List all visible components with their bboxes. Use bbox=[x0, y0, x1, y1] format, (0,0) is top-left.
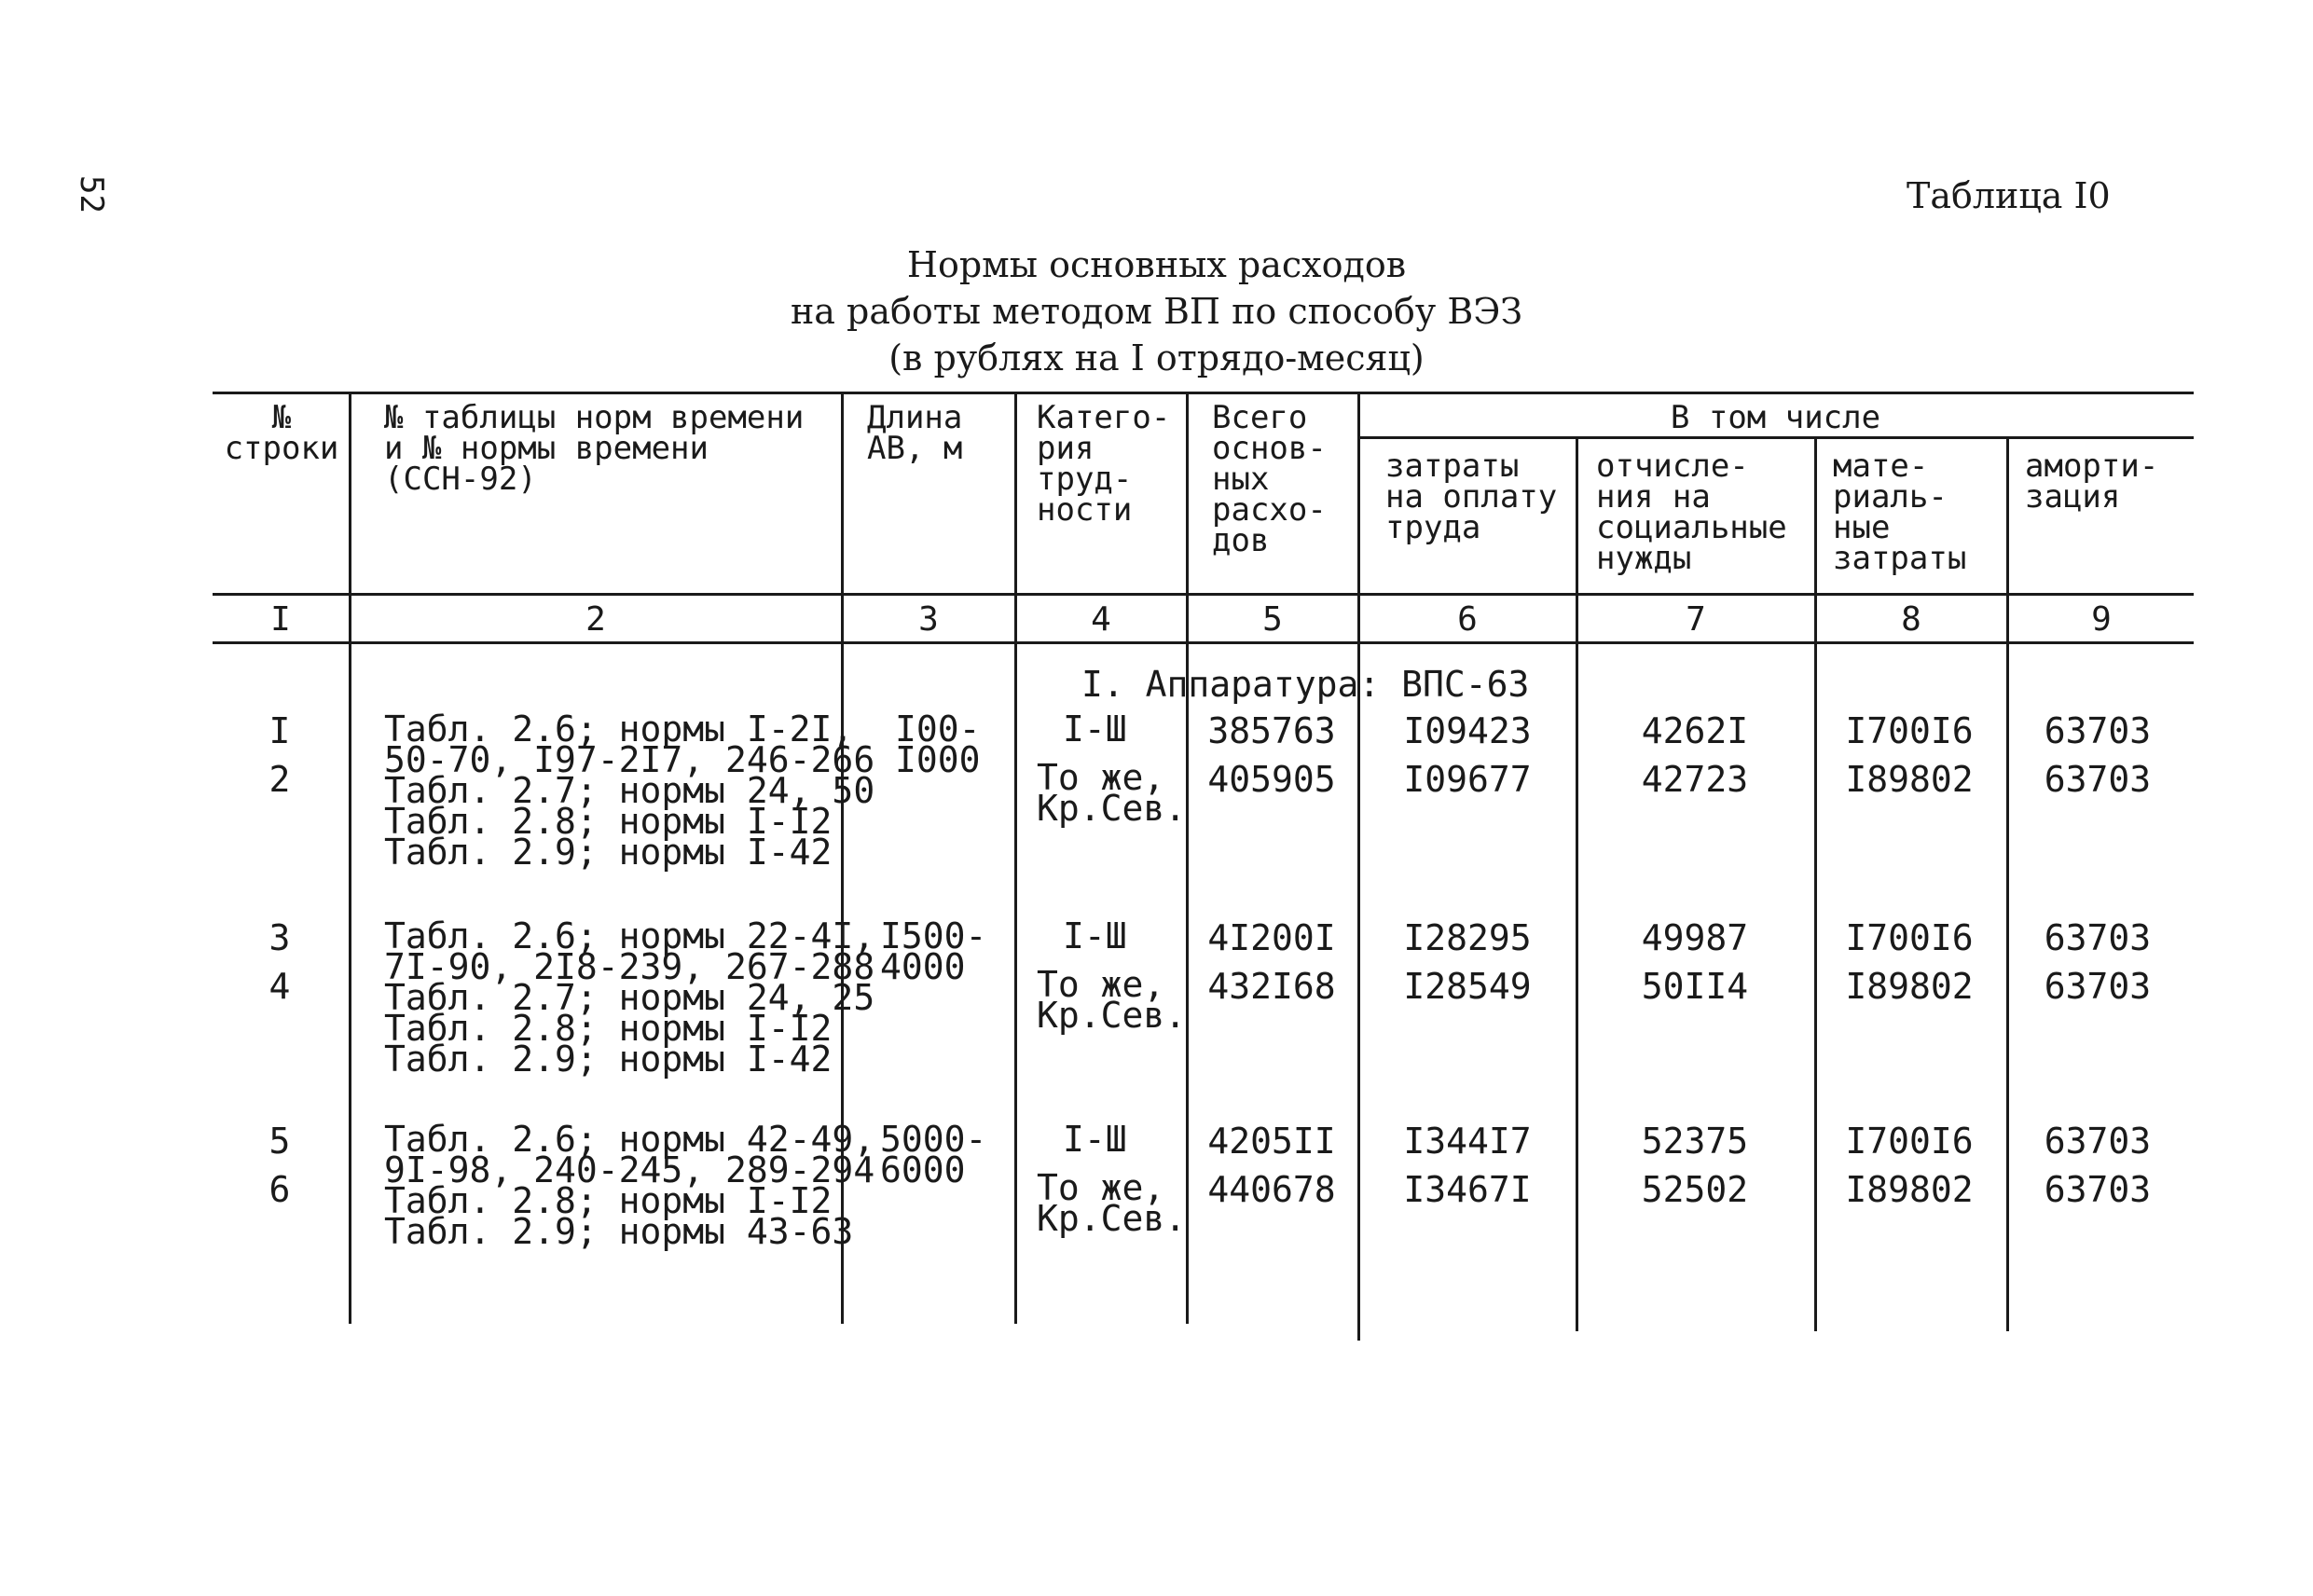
table-label: Таблица I0 bbox=[1907, 175, 2111, 216]
table-title-line-1: Нормы основных расходов bbox=[906, 244, 1407, 285]
length-group-1: I00- I000 bbox=[895, 709, 981, 780]
amortization: 63703 bbox=[2044, 710, 2152, 751]
row-id: 6 bbox=[268, 1169, 291, 1210]
category: I-Ш bbox=[1063, 1119, 1127, 1160]
category: I-Ш bbox=[1063, 709, 1127, 750]
col-divider-3 bbox=[1014, 392, 1017, 1324]
col-number-5: 5 bbox=[1262, 600, 1283, 639]
amortization: 63703 bbox=[2044, 917, 2152, 958]
material-costs: I89802 bbox=[1845, 759, 1974, 800]
header-labor: затраты на оплату труда bbox=[1385, 447, 1558, 546]
total-costs: 440678 bbox=[1207, 1169, 1336, 1210]
category: I-Ш bbox=[1063, 915, 1127, 956]
page-number: 52 bbox=[73, 175, 110, 213]
labor-costs: I09677 bbox=[1403, 759, 1532, 800]
material-costs: I700I6 bbox=[1845, 1121, 1974, 1162]
header-social: отчисле- ния на социальные нужды bbox=[1596, 447, 1787, 577]
social-contributions: 4262I bbox=[1641, 710, 1749, 751]
col-number-4: 4 bbox=[1091, 600, 1111, 639]
social-contributions: 52502 bbox=[1641, 1169, 1749, 1210]
header-bottom-rule bbox=[213, 593, 2194, 596]
col-number-7: 7 bbox=[1686, 600, 1706, 639]
social-contributions: 50II4 bbox=[1641, 966, 1749, 1007]
total-costs: 4205II bbox=[1207, 1121, 1336, 1162]
col-number-3: 3 bbox=[918, 600, 939, 639]
labor-costs: I28295 bbox=[1403, 917, 1532, 958]
total-costs: 385763 bbox=[1207, 710, 1336, 751]
section-title: I. Аппаратура: ВПС-63 bbox=[1081, 664, 1530, 705]
col-number-9: 9 bbox=[2091, 600, 2112, 639]
header-length: Длина АВ, м bbox=[867, 399, 963, 467]
norms-group-3: Табл. 2.6; нормы 42-49, 9I-98, 240-245, 289-294 Табл. 2.8; нормы I-I2 Табл. 2.9; нормы 43-63 bbox=[384, 1119, 875, 1252]
table-title-line-3: (в рублях на I отрядо-месяц) bbox=[888, 337, 1425, 378]
numbers-bottom-rule bbox=[213, 641, 2194, 644]
row-id: 4 bbox=[268, 966, 291, 1007]
row-id: I bbox=[268, 710, 291, 751]
group-rule bbox=[1357, 436, 2194, 439]
table-title-line-2: на работы методом ВП по способу ВЭЗ bbox=[790, 291, 1523, 332]
amortization: 63703 bbox=[2044, 1121, 2152, 1162]
social-contributions: 49987 bbox=[1641, 917, 1749, 958]
category: То же, Кр.Сев. bbox=[1037, 757, 1187, 829]
total-costs: 432I68 bbox=[1207, 966, 1336, 1007]
material-costs: I89802 bbox=[1845, 966, 1974, 1007]
col-number-2: 2 bbox=[585, 600, 606, 639]
social-contributions: 42723 bbox=[1641, 759, 1749, 800]
labor-costs: I09423 bbox=[1403, 710, 1532, 751]
category: То же, Кр.Сев. bbox=[1037, 1167, 1187, 1239]
material-costs: I700I6 bbox=[1845, 710, 1974, 751]
amortization: 63703 bbox=[2044, 759, 2152, 800]
header-row-number: № строки bbox=[224, 399, 339, 467]
header-category: Катего- рия труд- ности bbox=[1037, 399, 1171, 529]
labor-costs: I344I7 bbox=[1403, 1121, 1532, 1162]
header-total: Всего основ- ных расхо- дов bbox=[1212, 399, 1327, 559]
col-number-8: 8 bbox=[1901, 600, 1921, 639]
col-number-6: 6 bbox=[1457, 600, 1478, 639]
total-costs: 405905 bbox=[1207, 759, 1336, 800]
row-id: 2 bbox=[268, 759, 291, 800]
col-divider-1 bbox=[349, 392, 351, 1324]
length-group-3: 5000- 6000 bbox=[880, 1119, 987, 1190]
header-including: В том числе bbox=[1670, 399, 1881, 436]
material-costs: I700I6 bbox=[1845, 917, 1974, 958]
total-costs: 4I200I bbox=[1207, 917, 1336, 958]
header-amortization: аморти- зация bbox=[2025, 447, 2159, 516]
row-id: 5 bbox=[268, 1121, 291, 1162]
row-id: 3 bbox=[268, 917, 291, 958]
amortization: 63703 bbox=[2044, 966, 2152, 1007]
length-group-2: I500- 4000 bbox=[880, 915, 987, 987]
header-norm-table: № таблицы норм времени и № нормы времени (ССН-92) bbox=[384, 399, 805, 498]
labor-costs: I28549 bbox=[1403, 966, 1532, 1007]
col-number-1: I bbox=[270, 600, 291, 639]
category: То же, Кр.Сев. bbox=[1037, 964, 1187, 1036]
norms-group-1: Табл. 2.6; нормы I-2I, 50-70, I97-2I7, 246-266 Табл. 2.7; нормы 24, 50 Табл. 2.8; нормы I-I2 Табл. 2.9; нормы I-42 bbox=[384, 709, 875, 873]
top-rule bbox=[213, 392, 2194, 394]
amortization: 63703 bbox=[2044, 1169, 2152, 1210]
header-materials: мате- риаль- ные затраты bbox=[1833, 447, 1967, 577]
material-costs: I89802 bbox=[1845, 1169, 1974, 1210]
social-contributions: 52375 bbox=[1641, 1121, 1749, 1162]
norms-group-2: Табл. 2.6; нормы 22-4I, 7I-90, 2I8-239, 267-288 Табл. 2.7; нормы 24, 25 Табл. 2.8; нормы I-I2 Табл. 2.9; нормы I-42 bbox=[384, 915, 875, 1080]
labor-costs: I3467I bbox=[1403, 1169, 1532, 1210]
col-divider-6 bbox=[1576, 436, 1578, 1331]
